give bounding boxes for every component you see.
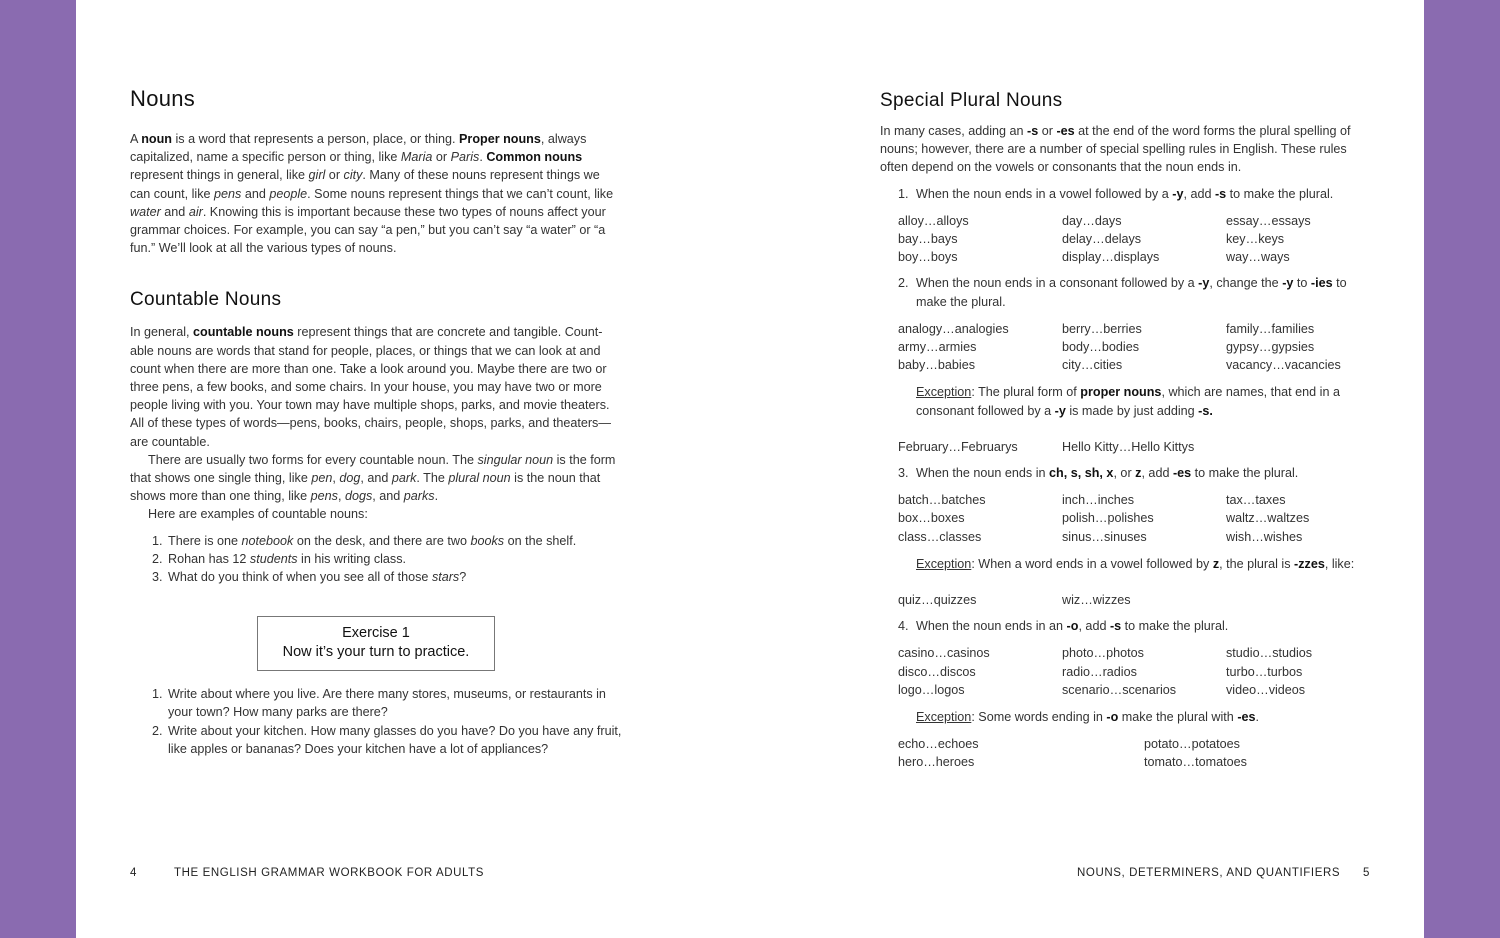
plural-example: key…keys: [1226, 232, 1285, 247]
word-grid: [898, 438, 1364, 456]
exercise-subtitle: Now it’s your turn to practice.: [282, 644, 470, 661]
plural-example: potato…potatoes: [1144, 737, 1240, 752]
plural-example: disco…discos: [898, 664, 976, 679]
right-page-content: [880, 90, 1364, 772]
word-grid: [898, 320, 1364, 375]
plural-example: turbo…turbos: [1226, 664, 1303, 679]
plural-example: polish…polishes: [1062, 511, 1154, 526]
plural-example: analogy…analogies: [898, 321, 1009, 336]
word-grid: [898, 735, 1364, 771]
plural-example: casino…casinos: [898, 646, 990, 661]
rule-2: 2. When the noun ends in a consonant followed by a -y, change the -y to -ies to make the plural.: [898, 276, 1347, 309]
exercise-box: [257, 616, 495, 671]
intro-paragraph: In many cases, adding an -s or -es at the end of the word forms the plural spelling of nouns; however, there are a number of special spelling rules in English. These rules often depend on the vowels or consonants that the noun ends in.: [880, 124, 1351, 175]
plural-example: way…ways: [1226, 250, 1290, 265]
plural-example: tax…taxes: [1226, 493, 1286, 508]
plural-example: wiz…wizzes: [1062, 593, 1131, 608]
exercise-title: Exercise 1: [342, 625, 410, 642]
page-title: Special Plural Nouns: [880, 90, 1063, 111]
plural-example: photo…photos: [1062, 646, 1144, 661]
rule-3: 3. When the noun ends in ch, s, sh, x, or z, add -es to make the plural.: [898, 466, 1299, 481]
plural-example: boy…boys: [898, 250, 958, 265]
plural-example: tomato…tomatoes: [1144, 755, 1247, 770]
plural-example: gypsy…gypsies: [1226, 340, 1315, 355]
word-grid: [898, 591, 1364, 609]
exception-note: Exception: Some words ending in -o make the plural with -es.: [916, 710, 1260, 725]
plural-example: studio…studios: [1226, 646, 1313, 661]
plural-example: body…bodies: [1062, 340, 1140, 355]
word-grid: [898, 644, 1364, 699]
plural-example: essay…essays: [1226, 213, 1311, 228]
rule-1: 1. When the noun ends in a vowel followed by a -y, add -s to make the plural.: [898, 186, 1334, 201]
plural-example: Hello Kitty…Hello Kittys: [1062, 439, 1195, 454]
word-grid: [898, 212, 1364, 267]
right-page-number: 5: [1363, 867, 1370, 879]
section-heading: Countable Nouns: [130, 289, 282, 311]
plural-example: wish…wishes: [1226, 529, 1303, 544]
plural-example: logo…logos: [898, 682, 965, 697]
list-item: 2. Write about your kitchen. How many glasses do you have? Do you have any fruit, like apples or bananas? Does your kitchen have a lot of appliances?: [166, 722, 622, 758]
plural-example: berry…berries: [1062, 321, 1142, 336]
plural-example: radio…radios: [1062, 664, 1137, 679]
intro-paragraph: A noun is a word that represents a person, place, or thing. Proper nouns, always capitalized, name a specific person or thing, like Maria or Paris. Common nouns represent things in general, like girl or city. Many of these nouns represent things we can count, like pens and people. Some nouns represent things that we can’t count, like water and air. Knowing this is important because these two types of nouns affect your grammar choices. For example, you can say “a pen,” but you can’t say “a water” or “a fun.” We’ll look at all the various types of nouns.: [130, 132, 614, 256]
plural-example: waltz…waltzes: [1226, 511, 1310, 526]
word-grid: [898, 491, 1364, 546]
left-page-content: [130, 86, 622, 758]
plural-example: baby…babies: [898, 358, 976, 373]
list-item: 1. Write about where you live. Are there many stores, museums, or restaurants in your town? How many parks are there?: [166, 685, 622, 721]
plural-example: army…armies: [898, 340, 977, 355]
left-running-title: THE ENGLISH GRAMMAR WORKBOOK FOR ADULTS: [174, 867, 485, 879]
list-item: 3. What do you think of when you see all of those stars?: [166, 568, 622, 586]
plural-example: scenario…scenarios: [1062, 682, 1177, 697]
list-item: 2. Rohan has 12 students in his writing class.: [166, 550, 622, 568]
plural-example: echo…echoes: [898, 737, 979, 752]
plural-example: class…classes: [898, 529, 982, 544]
list-item: 1. There is one notebook on the desk, and there are two books on the shelf.: [166, 532, 622, 550]
plural-example: box…boxes: [898, 511, 965, 526]
plural-example: display…displays: [1062, 250, 1160, 265]
plural-example: quiz…quizzes: [898, 593, 977, 608]
plural-example: family…families: [1226, 321, 1315, 336]
forms-paragraph: There are usually two forms for every countable noun. The singular noun is the form that shows one single thing, like pen, dog, and park. The plural noun is the noun that shows more than one thing, like pens, dogs, and parks.: [130, 452, 616, 504]
plural-example: inch…inches: [1062, 493, 1135, 508]
page-title: Nouns: [130, 86, 196, 111]
examples-list: [130, 532, 622, 587]
plural-example: bay…bays: [898, 232, 958, 247]
plural-example: batch…batches: [898, 493, 986, 508]
plural-example: delay…delays: [1062, 232, 1142, 247]
plural-example: day…days: [1062, 213, 1122, 228]
plural-example: sinus…sinuses: [1062, 529, 1147, 544]
countable-paragraph: In general, countable nouns represent things that are concrete and tangible. Count-able nouns are words that stand for people, places, or things that we can look at and count when there are more than one. Take a look around you. Maybe there are two or three pens, a few books, and some chairs. In your house, you may have two or more people living with you. Your town may have multiple shops, parks, and movie theaters. All of these types of words—pens, books, chairs, people, shops, parks, and theaters—are countable.: [130, 325, 611, 449]
plural-example: February…Februarys: [898, 439, 1018, 454]
exception-note: Exception: The plural form of proper nouns, which are names, that end in a consonant followed by a -y is made by just adding -s.: [916, 385, 1340, 418]
plural-example: vacancy…vacancies: [1226, 358, 1341, 373]
plural-example: city…cities: [1062, 358, 1123, 373]
exercise-list: [130, 685, 622, 758]
plural-example: alloy…alloys: [898, 213, 969, 228]
exception-note: Exception: When a word ends in a vowel followed by z, the plural is -zzes, like:: [916, 556, 1355, 571]
plural-example: video…videos: [1226, 682, 1306, 697]
right-running-title: NOUNS, DETERMINERS, AND QUANTIFIERS: [1077, 867, 1341, 879]
rule-4: 4. When the noun ends in an -o, add -s to make the plural.: [898, 619, 1229, 634]
examples-intro: Here are examples of countable nouns:: [148, 507, 368, 522]
plural-example: hero…heroes: [898, 755, 975, 770]
left-page-number: 4: [130, 867, 137, 879]
